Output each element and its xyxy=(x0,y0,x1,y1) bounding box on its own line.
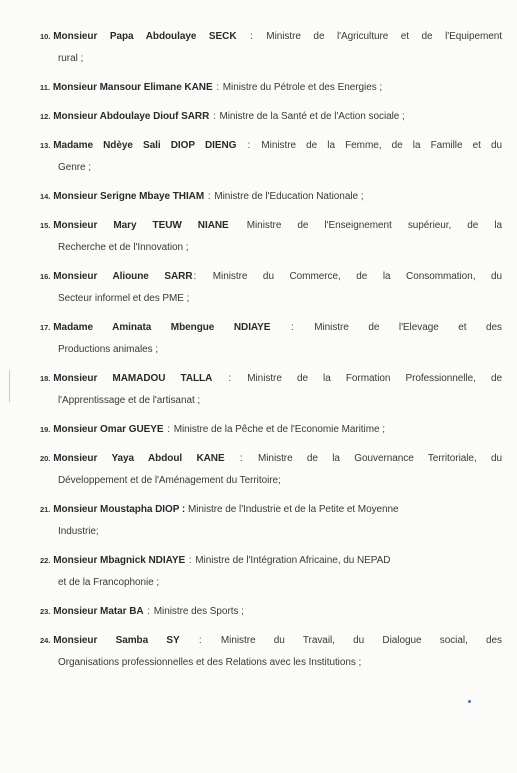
minister-title-cont: Développement et de l'Aménagement du Territoire; xyxy=(58,475,281,486)
minister-name: Monsieur Mbagnick NDIAYE xyxy=(53,555,186,566)
minister-title: Ministre de la Femme, de la Famille et du xyxy=(261,140,502,151)
list-item xyxy=(40,630,502,674)
minister-title-cont: l'Apprentissage et de l'artisanat ; xyxy=(58,395,201,406)
minister-title-cont: Organisations professionnelles et des Relations avec les Institutions ; xyxy=(58,657,362,668)
item-number: 19. xyxy=(40,425,51,434)
minister-title: Ministre de la Formation Professionnelle, de xyxy=(247,373,502,384)
minister-name: Monsieur Alioune SARR xyxy=(53,271,193,282)
minister-name: Monsieur Yaya Abdoul KANE xyxy=(53,453,225,464)
minister-title: Ministre de l'Agriculture et de l'Equipement xyxy=(266,31,502,42)
minister-title-cont: et de la Francophonie ; xyxy=(58,577,160,588)
minister-name: Monsieur Abdoulaye Diouf SARR xyxy=(53,111,210,122)
minister-title: Ministre de la Gouvernance Territoriale, du xyxy=(257,453,502,464)
item-number: 10. xyxy=(40,32,51,41)
list-item xyxy=(40,77,502,99)
separator: : xyxy=(247,140,251,151)
minister-title: Ministre du Commerce, de la Consommation, du xyxy=(212,271,502,282)
separator: : xyxy=(212,111,216,122)
item-number: 11. xyxy=(40,83,50,92)
separator: : xyxy=(239,453,243,464)
item-number: 24. xyxy=(40,636,51,645)
minister-title: Ministre de l'Enseignement supérieur, de la xyxy=(246,220,502,231)
minister-title: Ministre du Travail, du Dialogue social, des xyxy=(220,635,502,646)
scan-margin-mark xyxy=(9,370,12,402)
minister-name: Monsieur Omar GUEYE xyxy=(53,424,164,435)
item-number: 15. xyxy=(40,221,51,230)
separator: : xyxy=(290,322,294,333)
list-item xyxy=(40,135,502,179)
item-number: 13. xyxy=(40,141,51,150)
minister-title: Ministre de l'Elevage et des xyxy=(314,322,502,333)
separator: : xyxy=(207,191,211,202)
minister-name: Madame Ndèye Sali DIOP DIENG xyxy=(53,140,237,151)
separator: : xyxy=(250,31,253,42)
minister-name: Monsieur Mansour Elimane KANE xyxy=(52,82,213,93)
minister-title: Ministre de l'Education Nationale ; xyxy=(214,191,364,202)
list-item xyxy=(40,550,502,594)
pen-mark-dot xyxy=(468,700,471,703)
item-number: 14. xyxy=(40,192,51,201)
minister-name: Monsieur Matar BA xyxy=(53,606,144,617)
minister-title-cont: Genre ; xyxy=(58,162,91,173)
list-item xyxy=(40,368,502,412)
list-item xyxy=(40,215,502,259)
minister-title-cont: Recherche et de l'Innovation ; xyxy=(58,242,189,253)
separator: : xyxy=(216,82,220,93)
list-item xyxy=(40,419,502,441)
separator: : xyxy=(193,271,197,282)
list-item xyxy=(40,106,502,128)
minister-title: Ministre de l'Industrie et de la Petite et Moyenne xyxy=(187,504,399,515)
minister-title: Ministre de la Pêche et de l'Economie Maritime ; xyxy=(173,424,385,435)
list-item xyxy=(40,26,502,70)
minister-name: Monsieur MAMADOU TALLA xyxy=(53,373,213,384)
item-number: 20. xyxy=(40,454,51,463)
list-item xyxy=(40,266,502,310)
minister-name: Monsieur Serigne Mbaye THIAM xyxy=(53,191,205,202)
minister-title: Ministre du Pétrole et des Energies ; xyxy=(222,82,383,93)
minister-title-cont: Productions animales ; xyxy=(58,344,159,355)
minister-title-cont: Secteur informel et des PME ; xyxy=(58,293,190,304)
separator: : xyxy=(228,373,232,384)
item-number: 18. xyxy=(40,374,51,383)
minister-title: Ministre de l'Intégration Africaine, du NEPAD xyxy=(195,555,391,566)
minister-title: Ministre des Sports ; xyxy=(153,606,244,617)
separator: : xyxy=(167,424,170,435)
list-item xyxy=(40,317,502,361)
minister-list xyxy=(40,26,502,681)
minister-title: Ministre de la Santé et de l'Action sociale ; xyxy=(219,111,405,122)
item-number: 22. xyxy=(40,556,51,565)
separator: : xyxy=(147,606,151,617)
item-number: 21. xyxy=(40,505,51,514)
item-number: 12. xyxy=(40,112,51,121)
minister-title-cont: rural ; xyxy=(58,53,84,64)
separator: : xyxy=(188,555,192,566)
separator: : xyxy=(198,635,202,646)
list-item xyxy=(40,448,502,492)
item-number: 17. xyxy=(40,323,51,332)
item-number: 16. xyxy=(40,272,51,281)
minister-name: Monsieur Mary TEUW NIANE xyxy=(53,220,229,231)
minister-name: Monsieur Papa Abdoulaye SECK xyxy=(53,31,237,42)
minister-name: Monsieur Moustapha DIOP : xyxy=(53,504,186,515)
list-item xyxy=(40,499,502,543)
minister-name: Monsieur Samba SY xyxy=(53,635,180,646)
minister-title-cont: Industrie; xyxy=(58,526,99,537)
list-item xyxy=(40,601,502,623)
list-item xyxy=(40,186,502,208)
item-number: 23. xyxy=(40,607,51,616)
minister-name: Madame Aminata Mbengue NDIAYE xyxy=(53,322,271,333)
